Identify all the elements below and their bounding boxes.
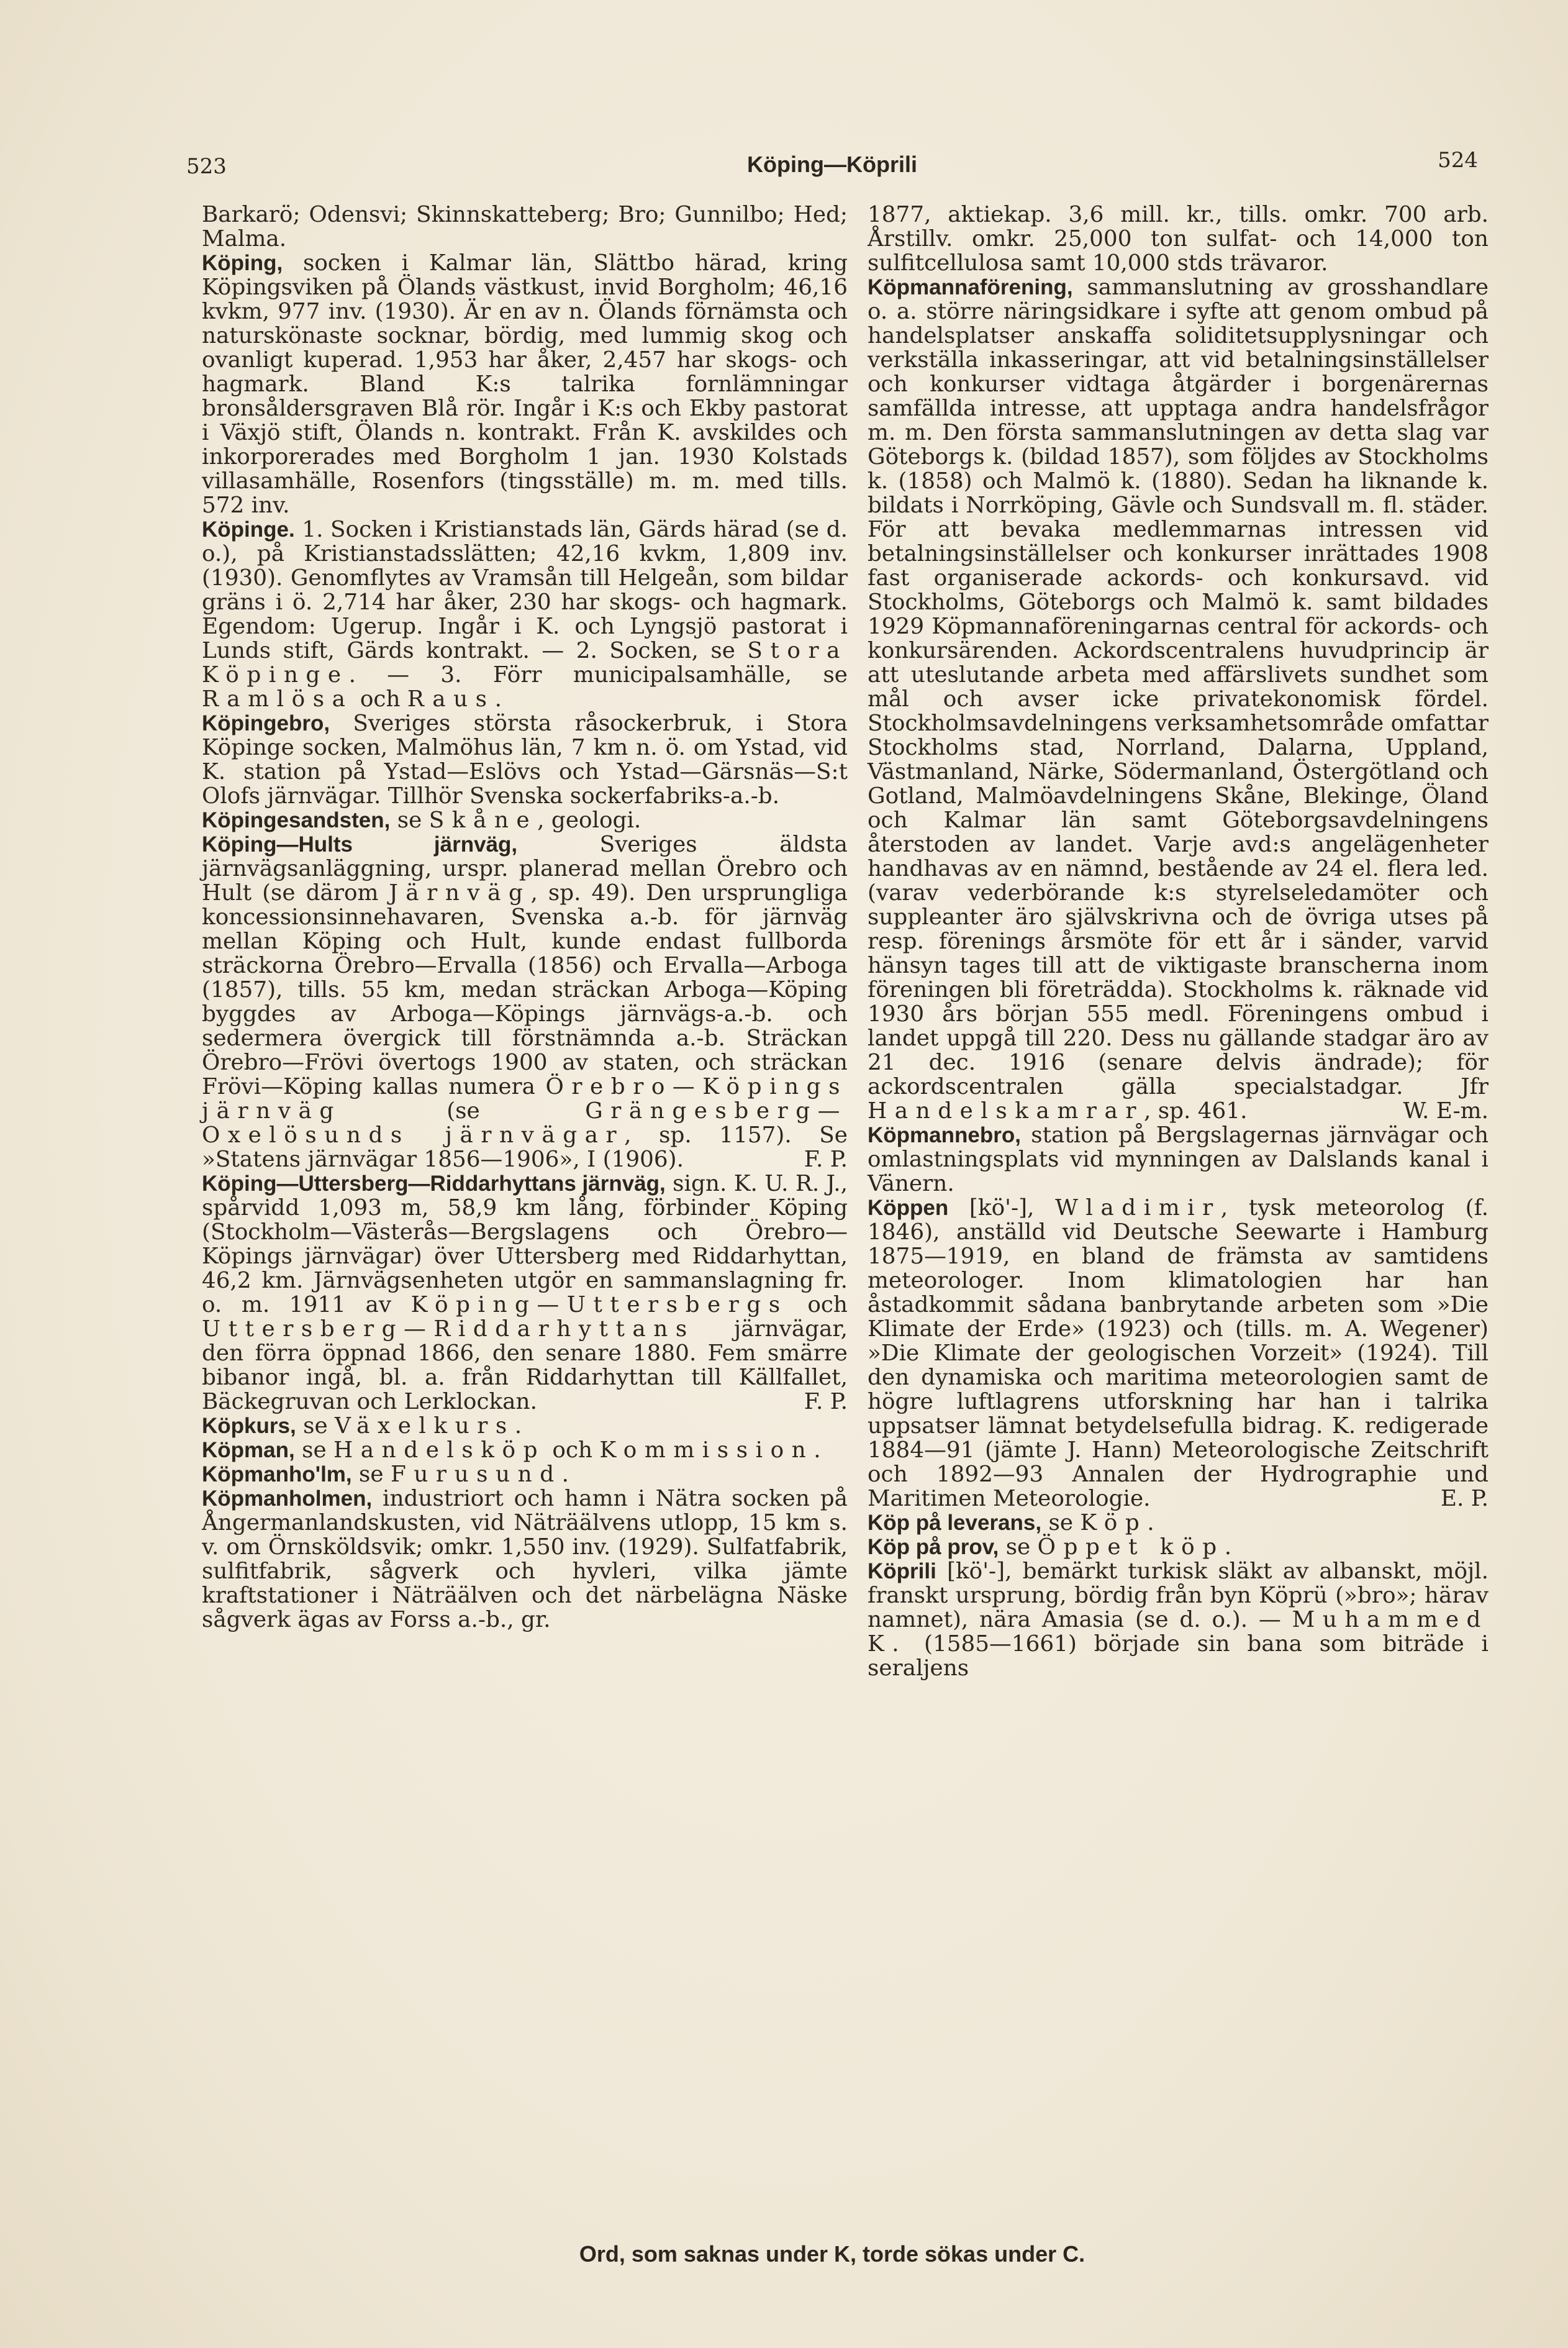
cross-reference: Stora Köpinge <box>202 638 848 688</box>
cross-reference: Handelsköp <box>333 1437 546 1463</box>
author-signature: F. P. <box>804 1389 848 1414</box>
entry-kopinge <box>202 517 848 711</box>
entry-text: sign. K. U. R. J., spårvidd 1,093 m, 58,9 km lång, förbinder Köping (Stockholm—Västerås—Bergslagens och Örebro—Köpings järnvägar) över Uttersberg med Riddarhyttan, 46,2 km. Järnvägsenheten utgör en sammanslagning fr. o. m. 1911 av <box>202 1171 848 1317</box>
cross-reference: Handelskamrar <box>868 1098 1144 1124</box>
cross-reference: Järnväg <box>389 880 531 906</box>
entry-text: se <box>351 1462 391 1487</box>
cross-reference: Öppet köp <box>1037 1534 1225 1560</box>
page-header <box>186 148 1478 198</box>
headword: Köpingebro, <box>202 711 330 735</box>
entry-continuation: 1877, aktiekap. 3,6 mill. kr., tills. omkr. 700 arb. Årstillv. omkr. 25,000 ton sulfat- och 14,000 ton sulfitcellulosa samt 10,000 stds trävaror. <box>868 202 1489 276</box>
entry-text: (se <box>341 1098 586 1124</box>
author-signature: F. P. <box>804 1147 848 1172</box>
cross-reference: Köp <box>1080 1510 1148 1536</box>
entry-text: . — 3. Förr municipalsamhälle, se <box>348 662 848 688</box>
headword: Köping—Hults järnväg, <box>202 832 518 857</box>
entry-koprili <box>868 1559 1489 1680</box>
headword: Köping, <box>202 251 283 275</box>
headword: Köp på leverans, <box>868 1511 1042 1535</box>
entry-text: socken i Kalmar län, Slättbo härad, kring Köpingsviken på Ölands västkust, invid Borgholm; 46,16 kvkm, 977 inv. (1930). Är en av n. Ölands förnämsta och naturskönaste socknar, bördig, med lummig skog och ovanligt kuperad. 1,953 har åker, 2,457 har skogs- och hagmark. Bland K:s talrika fornlämningar bronsåldersgraven Blå rör. Ingår i K:s och Ekby pastorat i Växjö stift, Ölands n. kontrakt. Från K. avskildes och inkorporerades med Borgholm 1 jan. 1930 Kolstads villasamhälle, Rosenfors (tingsställe) m. m. med tills. 572 inv. <box>202 250 848 518</box>
cross-reference: Furusund <box>390 1462 562 1487</box>
headword: Köpkurs, <box>202 1414 296 1438</box>
author-signature: W. E-m. <box>1403 1098 1489 1124</box>
entry-koppen <box>868 1196 1489 1511</box>
entry-text: . <box>514 1413 522 1439</box>
entry-text: . <box>1147 1510 1154 1536</box>
cross-reference: Skåne <box>428 808 538 833</box>
entry-kopman <box>202 1438 848 1462</box>
cross-reference: Ramlösa <box>202 686 353 712</box>
entry-text: , sp. 1157). Se »Statens järnvägar 1856—1906», I (1906). <box>202 1122 848 1172</box>
entry-kopingebro <box>202 711 848 808</box>
entry-text: se <box>999 1534 1038 1560</box>
page-number-left: 523 <box>186 154 227 179</box>
entry-text: [kö'-], <box>948 1195 1056 1221</box>
headword: Köprili <box>868 1559 936 1583</box>
cross-reference: Örebro—Köpings järnväg <box>202 1074 848 1124</box>
entry-text: och <box>353 686 407 712</box>
entry-text: , tysk meteorolog (f. 1846), anställd vid Deutsche Seewarte i Hamburg 1875—1919, en bland de främsta av samtidens meteorologer. Inom klimatologien har han åstadkommit sådana banbrytande arbeten som »Die Klimate der Erde» (1923) och (tills. m. A. Wegener) »Die Klimate der geologischen Vorzeit» (1924). Till den dynamiska och maritima meteorologien samt de högre luftlagrens utforskning har han i talrika uppsatser lämnat betydelsefulla bidrag. K. redigerade 1884—91 (jämte J. Hann) Meteorologische Zeitschrift och 1892—93 Annalen der Hydrographie und Maritimen Meteorologie. <box>868 1195 1489 1511</box>
headword: Köpinge. <box>202 517 295 542</box>
cross-reference: Köping—Uttersbergs <box>410 1292 788 1317</box>
entry-text: Sveriges största råsockerbruk, i Stora Köpinge socken, Malmöhus län, 7 km n. ö. om Ystad, vid K. station på Ystad—Eslövs och Ystad—Gärsnäs—S:t Olofs järnvägar. Tillhör Svenska sockerfabriks-a.-b. <box>202 711 848 809</box>
cross-reference: Wladimir <box>1055 1195 1221 1221</box>
page-number-right: 524 <box>1438 148 1478 173</box>
left-column <box>202 202 848 1632</box>
entry-text: och <box>545 1437 600 1463</box>
entry-kopmanholmen <box>202 1486 848 1632</box>
entry-koping <box>202 251 848 517</box>
entry-text: och <box>787 1292 848 1317</box>
headword: Köping—Uttersberg—Riddarhyttans järnväg, <box>202 1172 666 1196</box>
cross-reference: Raus <box>407 686 495 712</box>
entry-text: se <box>390 808 429 833</box>
entry-kop-pa-leverans <box>868 1511 1489 1535</box>
right-column <box>868 202 1489 1680</box>
entry-text: se <box>296 1413 335 1439</box>
entry-text: [kö'-], bemärkt turkisk släkt av albanskt, möjl. franskt ursprung, bördig från byn Köprü (»bro»; härav namnet), nära Amasia (se d. o.). — <box>868 1559 1489 1632</box>
headword: Köpmannebro, <box>868 1123 1021 1147</box>
entry-text: , sp. 461. <box>1143 1098 1248 1124</box>
entry-text: . <box>494 686 502 712</box>
entry-text: Sveriges äldsta järnvägsanläggning, urspr. planerad mellan Örebro och Hult (se därom <box>202 832 848 906</box>
headword: Köpmanho'lm, <box>202 1462 352 1486</box>
entry-text: (1585—1661) började sin bana som biträde i seraljens <box>868 1631 1489 1681</box>
entry-text: station på Bergslagernas järnvägar och omlastningsplats vid mynningen av Dalslands kanal i Vänern. <box>868 1122 1489 1196</box>
author-signature: E. P. <box>1440 1486 1489 1511</box>
entry-text: järnvägar, den förra öppnad 1866, den senare 1880. Fem smärre bibanor ingå, bl. a. från Riddarhyttan till Källfallet, Bäckegruvan och Lerklockan. <box>202 1316 848 1414</box>
entry-text: . <box>561 1462 569 1487</box>
entry-koping-uttersberg-riddarhyttans-jarnvag <box>202 1172 848 1414</box>
entry-text: sammanslutning av grosshandlare o. a. större näringsidkare i syfte att genom ombud på handelsplatser anskaffa soliditetsupplysningar och verkställa inkasseringar, att vid betalningsinställelser och konkurser vidtaga åtgärder i borgenärernas samfällda intresse, att upptaga andra handelsfrågor m. m. Den första sammanslutningen av detta slag var Göteborgs k. (bildad 1857), som följdes av Stockholms k. (1858) och Malmö k. (1880). Sedan ha liknande k. bildats i Norrköping, Gävle och Sundsvall m. fl. städer. För att bevaka medlemmarnas intressen vid betalningsinställelser och konkurser inrättades 1908 fast organiserade ackords- och konkursavd. vid Stockholms, Göteborgs och Malmö k. samt bildades 1929 Köpmannaföreningarnas central för ackords- och konkursärenden. Ackordscentralens huvudprincip är att uteslutande arbeta med affärslivets sundhet som mål och avser icke privatekonomisk fördel. Stockholmsavdelningens verksamhetsområde omfattar Stockholms stad, Norrland, Dalarna, Uppland, Västmanland, Närke, Södermanland, Östergötland och Gotland, Malmöavdelningens Skåne, Blekinge, Öland och Kalmar län samt Göteborgsavdelningens återstoden av landet. Varje avd:s angelägenheter handhavas av en nämnd, bestående av 24 el. flera led. (varav vederbörande k:s styrelseledamöter och suppleanter äro självskrivna och de övriga utses på resp. förenings årsmöte för ett år i sänder, varvid hänsyn tages till att de viktigaste branscherna inom föreningen bli företrädda). Stockholms k. räknade vid 1930 års början 555 medl. Föreningens ombud i landet uppgå till 220. Dess nu gällande stadgar äro av 21 dec. 1916 (senare delvis ändrade); för ackordscentralen gälla specialstadgar. Jfr <box>868 275 1489 1099</box>
entry-kopmannaforening <box>868 275 1489 1123</box>
entry-text: , sp. 49). Den ursprungliga koncessionsinnehavaren, Svenska a.-b. för järnväg mellan Köping och Hult, kunde endast fullborda sträckorna Örebro—Ervalla (1856) och Ervalla—Arboga (1857), tills. 55 km, medan sträckan Arboga—Köping byggdes av Arboga—Köpings järnvägs-a.-b. och sedermera övergick till förstnämnda a.-b. Sträckan Örebro—Frövi övertogs 1900 av staten, och sträckan Frövi—Köping kallas numera <box>202 880 848 1099</box>
headword: Köpman, <box>202 1438 295 1462</box>
headword: Köpmanholmen, <box>202 1486 373 1511</box>
running-head: Köping—Köprili <box>747 152 917 177</box>
cross-reference: Muhammed K. <box>868 1607 1489 1657</box>
entry-text: se <box>1041 1510 1081 1536</box>
entry-text: se <box>294 1437 334 1463</box>
entry-kopmannebro <box>868 1123 1489 1196</box>
entry-kopkurs <box>202 1414 848 1438</box>
entry-text: 1. Socken i Kristianstads län, Gärds härad (se d. o.), på Kristianstadsslätten; 42,16 kvkm, 1,809 inv. (1930). Genomflytes av Vramsån till Helgeån, som bildar gräns i ö. 2,714 har åker, 230 har skogs- och hagmark. Egendom: Ugerup. Ingår i K. och Lyngsjö pastorat i Lunds stift, Gärds kontrakt. — 2. Socken, se <box>202 517 848 663</box>
headword: Köpingesandsten, <box>202 808 391 832</box>
headword: Köpmannaförening, <box>868 275 1073 299</box>
entry-text: industriort och hamn i Nätra socken på Ångermanlandskusten, vid Näträälvens utlopp, 15 km s. v. om Örnsköldsvik; omkr. 1,550 inv. (1929). Sulfatfabrik, sulfitfabrik, sågverk och hyvleri, vilka jämte kraftstationer i Näträälven och det närbelägna Näske sågverk ägas av Forss a.-b., gr. <box>202 1486 848 1632</box>
headword: Köp på prov, <box>868 1535 999 1559</box>
cross-reference: Uttersberg—Riddarhyttans <box>202 1316 695 1342</box>
entry-text: , geologi. <box>537 808 641 833</box>
entry-koping-hults-jarnvag <box>202 832 848 1172</box>
page-footer-note: Ord, som saknas under K, torde sökas under C. <box>579 2241 1085 2267</box>
entry-kopmanholm <box>202 1462 848 1486</box>
entry-kop-pa-prov <box>868 1535 1489 1559</box>
cross-reference: Växelkurs <box>335 1413 515 1439</box>
entry-continuation: Barkarö; Odensvi; Skinnskatteberg; Bro; Gunnilbo; Hed; Malma. <box>202 202 848 252</box>
entry-text: . <box>813 1437 821 1463</box>
cross-reference: Grängesberg—Oxelösunds järnvägar <box>202 1098 848 1148</box>
headword: Köppen <box>868 1196 949 1220</box>
entry-kopingesandsten <box>202 808 848 832</box>
entry-text: . <box>1224 1534 1232 1560</box>
cross-reference: Kommission <box>599 1437 814 1463</box>
